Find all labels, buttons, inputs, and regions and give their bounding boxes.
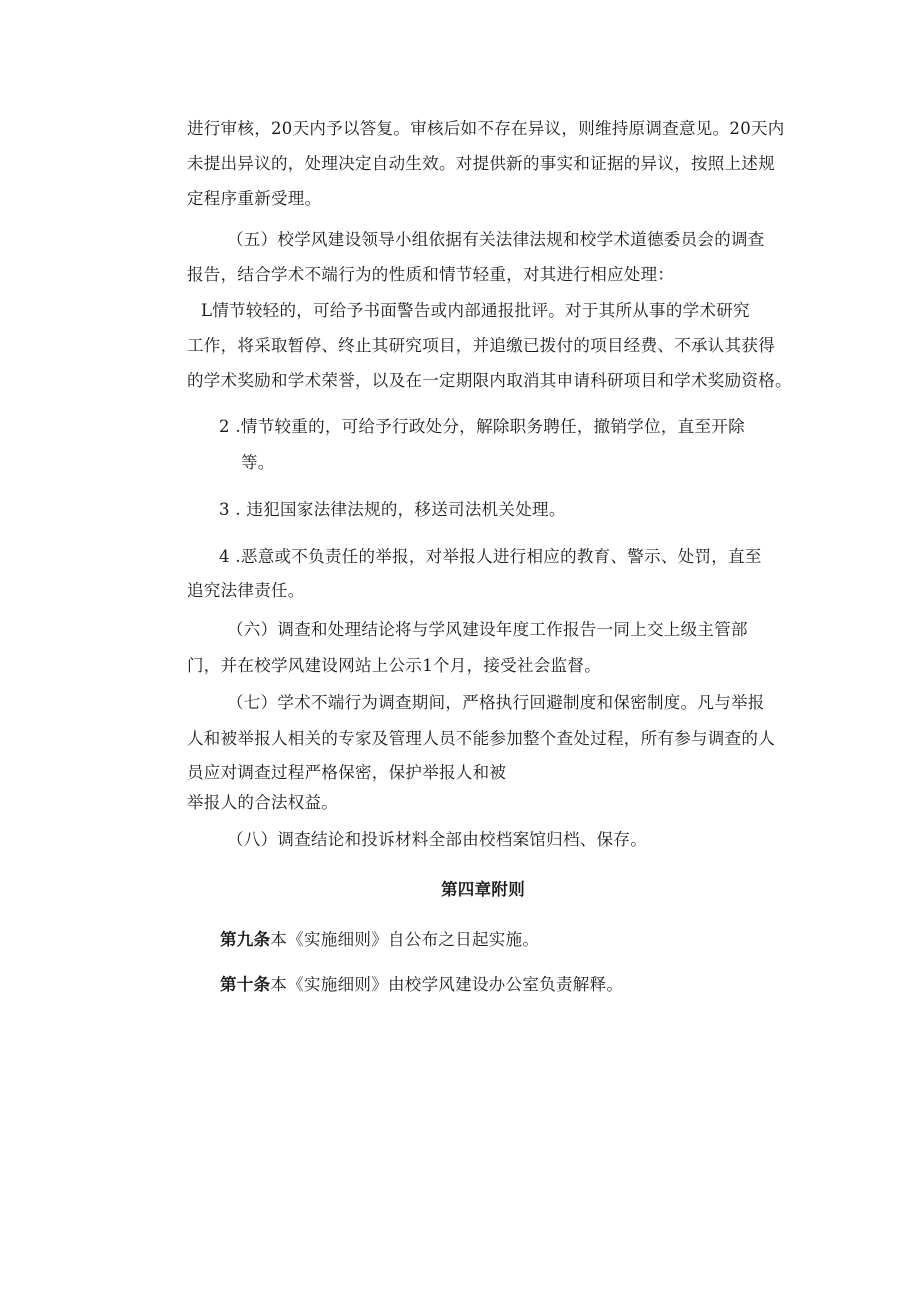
paragraph-line: 等。 (241, 453, 275, 472)
paragraph-line: （八）调查结论和投诉材料全部由校档案馆归档、保存。 (227, 830, 647, 849)
article-text: 本《实施细则》自公布之日起实施。 (270, 930, 540, 949)
paragraph-line: 的学术奖励和学术荣誉，以及在一定期限内取消其申请科研项目和学术奖励资格。 (187, 371, 792, 390)
paragraph-line: 4 .恶意或不负责任的举报，对举报人进行相应的教育、警示、处罚，直至 (219, 547, 762, 566)
paragraph-line: 门，并在校学风建设网站上公示1个月，接受社会监督。 (187, 656, 601, 675)
paragraph-line: 追究法律责任。 (187, 581, 305, 600)
paragraph-line: （七）学术不端行为调查期间，严格执行回避制度和保密制度。凡与举报 (227, 693, 765, 712)
paragraph-line: 人和被举报人相关的专家及管理人员不能参加整个查处过程，所有参与调查的人 (187, 729, 775, 748)
article-text: 本《实施细则》由校学风建设办公室负责解释。 (270, 975, 624, 994)
paragraph-line: （五）校学风建设领导小组依据有关法律法规和校学术道德委员会的调查 (227, 230, 765, 249)
paragraph-line: L情节较轻的，可给予书面警告或内部通报批评。对于其所从事的学术研究 (201, 301, 750, 320)
article-9 (220, 929, 539, 951)
paragraph-line: 工作，将采取暂停、终止其研究项目，并追缴已拨付的项目经费、不承认其获得 (187, 336, 775, 355)
article-label: 第九条 (220, 930, 271, 949)
paragraph-line: 举报人的合法权益。 (187, 793, 339, 812)
paragraph-line: 3 . 违犯国家法律法规的，移送司法机关处理。 (219, 500, 566, 519)
paragraph-line: （六）调查和处理结论将与学风建设年度工作报告一同上交上级主管部 (227, 620, 748, 639)
article-10 (220, 974, 623, 996)
paragraph-line: 报告，结合学术不端行为的性质和情节轻重，对其进行相应处理： (187, 265, 675, 284)
paragraph-line: 定程序重新受理。 (187, 189, 322, 208)
chapter-title: 第四章附则 (441, 880, 525, 899)
paragraph-line: 进行审核，20天内予以答复。审核后如不存在异议，则维持原调查意见。20天内 (187, 119, 785, 138)
paragraph-line: 未提出异议的，处理决定自动生效。对提供新的事实和证据的异议，按照上述规 (187, 154, 775, 173)
article-label: 第十条 (220, 975, 271, 994)
paragraph-line: 员应对调查过程严格保密，保护举报人和被 (187, 763, 507, 782)
paragraph-line: 2 .情节较重的，可给予行政处分，解除职务聘任，撤销学位，直至开除 (219, 417, 745, 436)
